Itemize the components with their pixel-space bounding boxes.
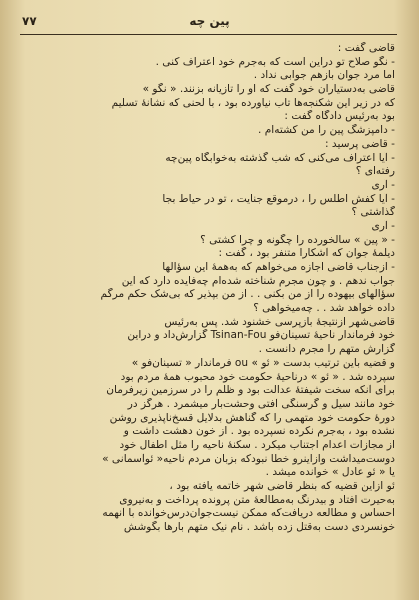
text-line: برای آنکه سخت شیفتهٔ عدالت بود و ظلم را در سرزمین زیرفرمان <box>106 384 395 397</box>
text-line: - آری <box>371 178 395 191</box>
text-line: - قاضی پرسید : <box>324 137 395 150</box>
text-line: خود مانند سیل و گرسنگی آفتی وحشت‌بار میشمرد . هرگز در <box>127 397 395 410</box>
text-line: دیلمهٔ جوان که آشکارا متنفر بود ، گفت : <box>218 247 395 260</box>
text-line: از مجازات اعدام اجتناب میکرد . سکنهٔ ناحیه را مثل اطفال خود <box>119 438 395 451</box>
text-line: دوست‌میداشت وازاینرو خطا نبودکه بزبان مردم ناحیه« ئوآسمانی » <box>102 452 395 465</box>
page-header <box>22 12 397 32</box>
text-line: احساس و مطالعه دریافت‌که ممکن نیست‌جوان‌درس‌خوانده با آنهمه <box>102 507 395 520</box>
text-line: - نگو صلاح تو دراین است که به‌جرم خود اعتراف کنی . <box>155 55 395 68</box>
text-line: دورهٔ حکومت خود متهمی را که گناهش بدلایل قسخ‌ناپذیری روشن <box>109 411 395 424</box>
text-line: گذاشتی ؟ <box>351 206 395 219</box>
text-line: قاضی گفت : <box>337 42 395 54</box>
text-line: - آری <box>371 219 395 232</box>
text-line: ئو ازاین قضیه که بنظر قاضی شهر خاتمه یافته بود ، <box>169 480 395 492</box>
page-body <box>22 42 395 592</box>
text-line: که در زیر این شکنجه‌ها تاب نیاورده بود ، با لحنی که نشانهٔ تسلیم <box>111 96 395 109</box>
text-line: - دامپزشگ پین را من کشته‌ام . <box>257 124 395 137</box>
text-line: و قضیه باین ترتیب بدست « ئو » ou فرماندار « تسینان‌فو » <box>131 356 395 369</box>
text-line: - آیا کفش اطلس را ، درموقع جنایت ، تو در حیاط بجا <box>162 192 395 205</box>
text-line: یا « ئو عادل » خوانده میشد . <box>265 466 395 479</box>
text-line: قاضی‌شهر ازنتیجهٔ بازپرسی خشنود شد. پس به‌رئیس <box>164 315 395 328</box>
text-line: نشده بود ، به‌جرم نکرده نسپرده بود . از خون دهشت داشت و <box>123 425 395 438</box>
text-line: سؤالهای بیهوده را از من بکنی . . از من بپذیر که بی‌شک حکم مرگم <box>100 288 395 301</box>
text-line: رفته‌ای ؟ <box>355 165 395 178</box>
page-number: ۷۷ <box>22 14 37 28</box>
running-title: پین چه <box>189 14 230 28</box>
text-line: - ازجناب قاضی اجازه می‌خواهم که به‌همهٔ این سؤالها <box>162 261 395 273</box>
text-line: داده خواهد شد . . چه‌میخواهی ؟ <box>253 302 395 315</box>
text-line: خونسردی دست به‌قتل زده باشد . نام نیک متهم بارها بگوشش <box>123 521 395 534</box>
text-line: بود به‌رئیس دادگاه گفت : <box>284 110 395 123</box>
text-line: به‌حیرت افتاد و بیدرنگ به‌مطالعهٔ متن پرونده پرداخت و به‌نیروی <box>119 493 395 506</box>
text-line: سپرده شد . « ئو » درناحیهٔ حکومت خود محبوب همهٔ مردم بود <box>120 370 395 383</box>
header-rule <box>20 34 397 35</box>
text-line: - « پین » سالخورده را چگونه و چرا کشتی ؟ <box>200 233 395 246</box>
text-line: خود فرماندار ناحیهٔ تسینان‌فو Tsinan-Fou گزارش‌داد و دراین <box>127 329 395 342</box>
text-line: قاضی به‌دستیاران خود گفت که او را تازیانه بزنند. « نگو » <box>142 83 395 96</box>
text-line: اما مرد جوان بازهم جوابی نداد . <box>253 69 395 82</box>
text-line: - آیا اعتراف می‌کنی که شب گذشته به‌خوابگاه پین‌چه <box>165 151 395 164</box>
text-line: گزارش متهم را مجرم دانست . <box>258 343 395 356</box>
text-line: جواب ندهم . و چون مجرم شناخته شده‌ام چه‌فایده دارد که این <box>121 274 395 287</box>
